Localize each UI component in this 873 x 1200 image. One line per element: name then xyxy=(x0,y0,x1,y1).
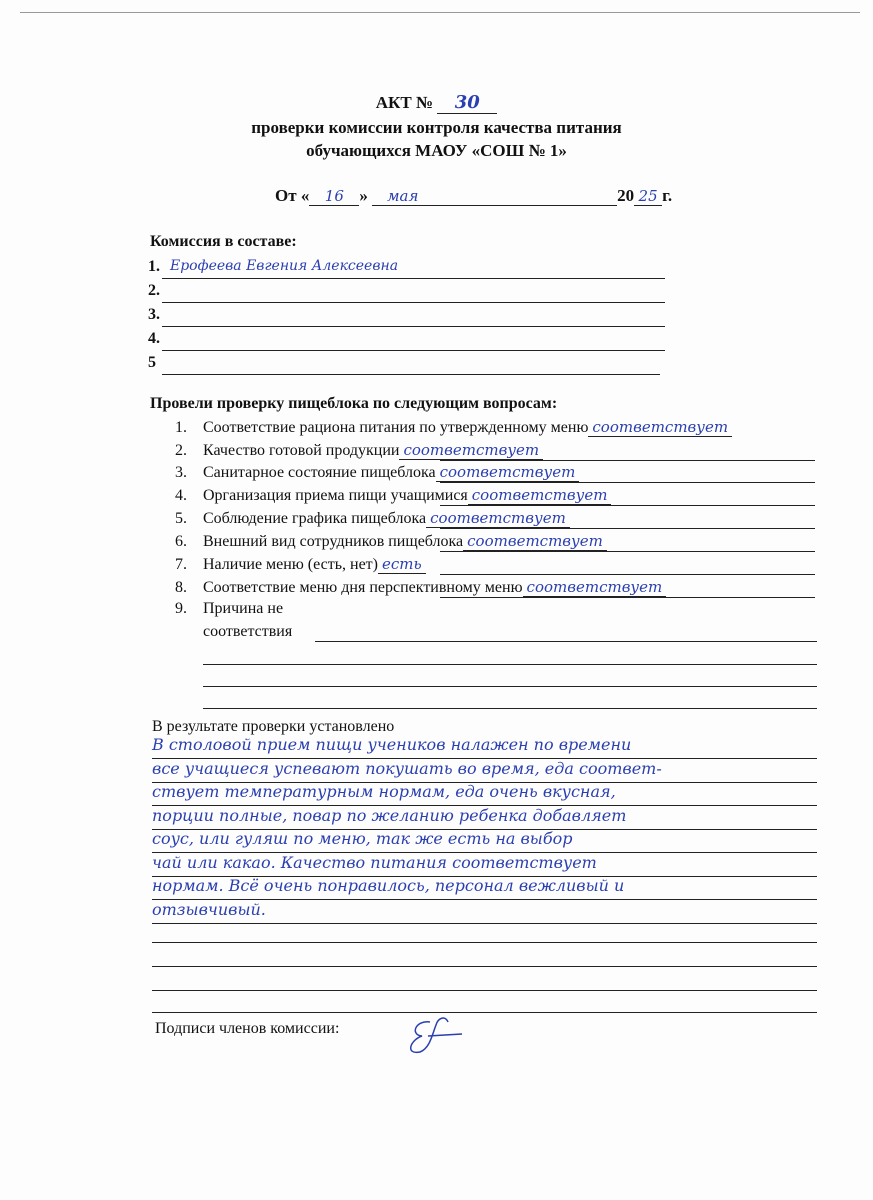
date-suffix: г. xyxy=(662,186,673,205)
question-answer: соответствует xyxy=(399,441,543,460)
date-line xyxy=(275,186,672,206)
question-number: 8. xyxy=(175,579,187,596)
question-item xyxy=(175,578,666,597)
answer-underline xyxy=(440,460,815,461)
question-answer: соответствует xyxy=(468,486,612,505)
question-item xyxy=(175,441,543,460)
blank-line xyxy=(152,990,817,991)
question-item xyxy=(175,509,570,528)
question-text: Наличие меню (есть, нет) xyxy=(203,556,378,573)
blank-line xyxy=(203,664,817,665)
question-text-continued: соответствия xyxy=(203,623,293,640)
question-answer: соответствует xyxy=(436,463,580,482)
date-prefix: От « xyxy=(275,186,310,205)
question-answer: соответствует xyxy=(463,532,607,551)
commission-label: Комиссия в составе: xyxy=(150,233,297,250)
member-name-field xyxy=(162,330,665,351)
date-day: 16 xyxy=(309,187,359,206)
date-year-prefix: 20 xyxy=(617,186,635,205)
result-line: все учащиеся успевают покушать во время, еда соответ- xyxy=(152,758,817,783)
question-item xyxy=(175,463,579,482)
answer-underline xyxy=(440,597,815,598)
question-item xyxy=(175,555,426,574)
member-name-field xyxy=(162,354,660,375)
answer-underline xyxy=(440,505,815,506)
blank-line xyxy=(152,1012,817,1013)
signatures-label: Подписи членов комиссии: xyxy=(155,1020,340,1037)
result-line: порции полные, повар по желанию ребенка добавляет xyxy=(152,805,817,830)
member-number: 5 xyxy=(148,354,156,371)
question-number: 9. xyxy=(175,600,187,617)
result-label: В результате проверки установлено xyxy=(152,718,395,735)
answer-underline xyxy=(440,528,815,529)
answer-underline xyxy=(440,482,815,483)
question-text: Соответствие рациона питания по утвержденному меню xyxy=(203,419,589,436)
blank-line xyxy=(152,942,817,943)
question-answer: соответствует xyxy=(523,578,667,597)
question-number: 2. xyxy=(175,442,187,459)
result-line: отзывчивый. xyxy=(152,899,817,924)
blank-line xyxy=(152,966,817,967)
scan-edge xyxy=(20,12,860,13)
question-text: Причина не xyxy=(203,600,284,617)
answer-underline xyxy=(315,641,817,642)
question-answer: соответствует xyxy=(426,509,570,528)
questions-label: Провели проверку пищеблока по следующим вопросам: xyxy=(150,395,558,412)
question-item xyxy=(175,418,732,437)
question-text: Соблюдение графика пищеблока xyxy=(203,510,427,527)
member-number: 4. xyxy=(148,330,160,347)
result-line: В столовой прием пищи учеников налажен по времени xyxy=(152,734,817,759)
blank-line xyxy=(203,708,817,709)
result-line: чай или какао. Качество питания соответствует xyxy=(152,852,817,877)
question-number: 1. xyxy=(175,419,187,436)
question-text: Качество готовой продукции xyxy=(203,442,400,459)
question-answer: есть xyxy=(378,555,426,574)
subtitle-2: обучающихся МАОУ «СОШ № 1» xyxy=(306,141,567,160)
signature-mark xyxy=(400,1010,470,1060)
result-line: соус, или гуляш по меню, так же есть на выбор xyxy=(152,828,817,853)
question-text: Соответствие меню дня перспективному меню xyxy=(203,579,523,596)
subtitle-1: проверки комиссии контроля качества питания xyxy=(251,118,622,137)
member-number: 2. xyxy=(148,282,160,299)
question-number: 3. xyxy=(175,464,187,481)
answer-underline xyxy=(440,551,815,552)
member-name-field: Ерофеева Евгения Алексеевна xyxy=(162,258,665,279)
question-number: 7. xyxy=(175,556,187,573)
question-text: Внешний вид сотрудников пищеблока xyxy=(203,533,464,550)
member-name-field xyxy=(162,306,665,327)
act-number: 30 xyxy=(437,92,497,114)
question-text: Организация приема пищи учащимися xyxy=(203,487,468,504)
act-title xyxy=(0,92,873,114)
question-item xyxy=(175,600,283,618)
result-line: ствует температурным нормам, еда очень вкусная, xyxy=(152,781,817,806)
date-mid: » xyxy=(359,186,368,205)
date-month: мая xyxy=(372,187,617,206)
result-line: нормам. Всё очень понравилось, персонал вежливый и xyxy=(152,875,817,900)
blank-line xyxy=(203,686,817,687)
question-number: 4. xyxy=(175,487,187,504)
question-item xyxy=(175,532,607,551)
answer-underline xyxy=(440,574,815,575)
question-number: 6. xyxy=(175,533,187,550)
date-year: 25 xyxy=(634,187,662,206)
question-number: 5. xyxy=(175,510,187,527)
title-text: АКТ № xyxy=(375,93,434,112)
member-number: 1. xyxy=(148,258,160,275)
member-number: 3. xyxy=(148,306,160,323)
question-text: Санитарное состояние пищеблока xyxy=(203,464,436,481)
question-item xyxy=(175,486,611,505)
member-name-field xyxy=(162,282,665,303)
question-answer: соответствует xyxy=(588,418,732,437)
